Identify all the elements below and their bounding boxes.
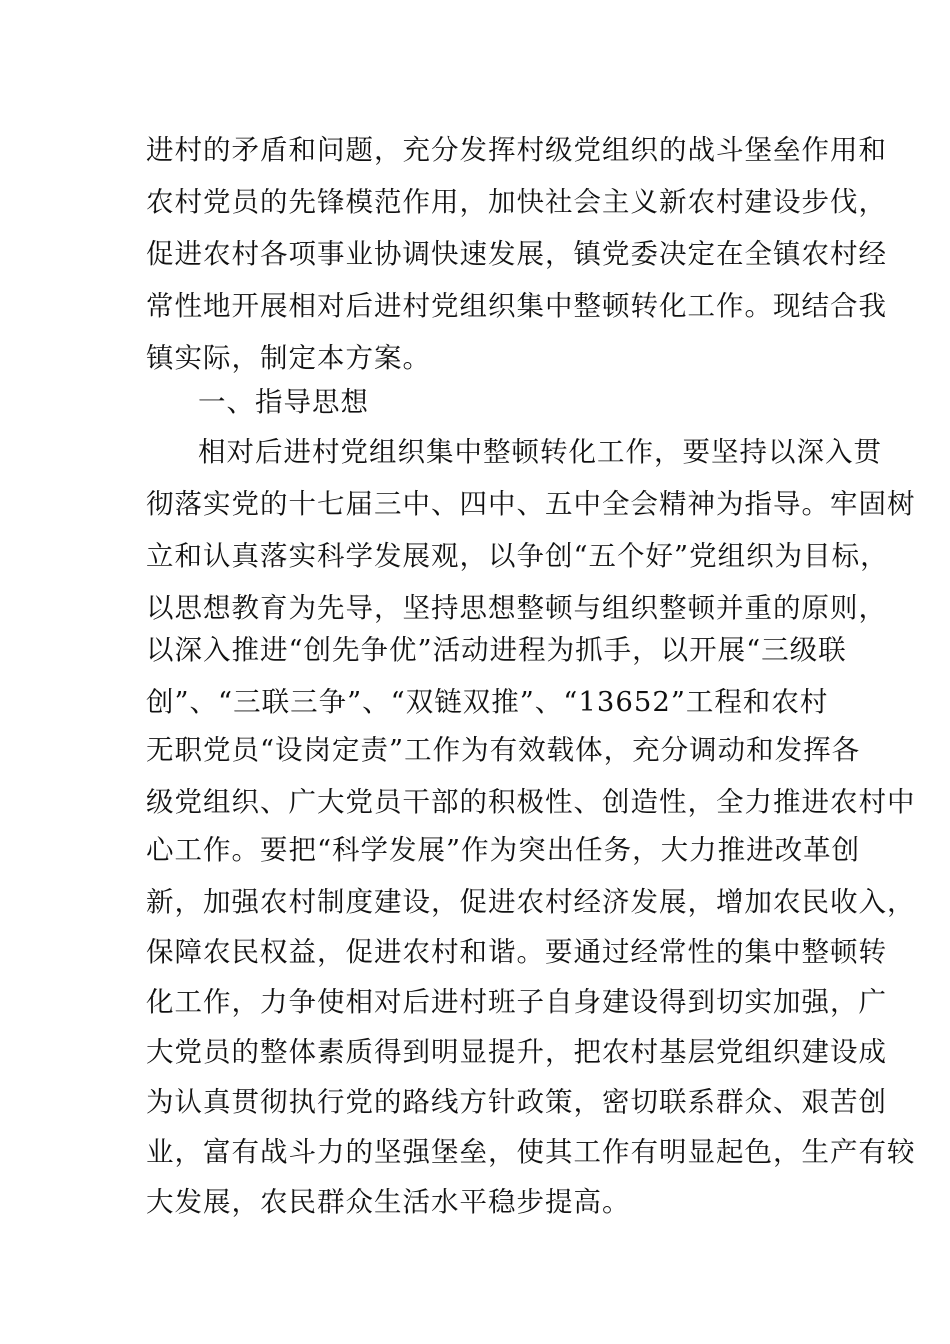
- paragraph-line: 创”、“三联三争”、“双链双推”、“13652”工程和农村: [146, 686, 829, 718]
- paragraph-line: 促进农村各项事业协调快速发展，镇党委决定在全镇农村经: [146, 238, 887, 270]
- paragraph-line: 镇实际，制定本方案。: [146, 342, 431, 374]
- paragraph-line: 大党员的整体素质得到明显提升，把农村基层党组织建设成: [146, 1036, 887, 1068]
- paragraph-line: 进村的矛盾和问题，充分发挥村级党组织的战斗堡垒作用和: [146, 134, 887, 166]
- paragraph-line: 新，加强农村制度建设，促进农村经济发展，增加农民收入，: [146, 886, 916, 918]
- paragraph-line: 无职党员“设岗定责”工作为有效载体，充分调动和发挥各: [146, 734, 861, 766]
- paragraph-line: 农村党员的先锋模范作用，加快社会主义新农村建设步伐，: [146, 186, 887, 218]
- paragraph-line: 以深入推进“创先争优”活动进程为抓手，以开展“三级联: [146, 634, 847, 666]
- paragraph-line: 常性地开展相对后进村党组织集中整顿转化工作。现结合我: [146, 290, 887, 322]
- paragraph-line: 级党组织、广大党员干部的积极性、创造性，全力推进农村中: [146, 786, 916, 818]
- paragraph-line: 为认真贯彻执行党的路线方针政策，密切联系群众、艰苦创: [146, 1086, 887, 1118]
- paragraph-line: 化工作，力争使相对后进村班子自身建设得到切实加强，广: [146, 986, 887, 1018]
- paragraph-line: 保障农民权益，促进农村和谐。要通过经常性的集中整顿转: [146, 936, 887, 968]
- paragraph-line: 立和认真落实科学发展观，以争创“五个好”党组织为目标，: [146, 540, 889, 572]
- paragraph-line: 大发展，农民群众生活水平稳步提高。: [146, 1186, 631, 1218]
- section-heading: 一、指导思想: [198, 386, 369, 418]
- paragraph-line: 以思想教育为先导，坚持思想整顿与组织整顿并重的原则，: [146, 592, 887, 624]
- paragraph-line: 心工作。要把“科学发展”作为突出任务，大力推进改革创: [146, 834, 861, 866]
- paragraph-line: 业，富有战斗力的坚强堡垒，使其工作有明显起色，生产有较: [146, 1136, 916, 1168]
- paragraph-line: 相对后进村党组织集中整顿转化工作，要坚持以深入贯: [198, 436, 882, 468]
- paragraph-line: 彻落实党的十七届三中、四中、五中全会精神为指导。牢固树: [146, 488, 916, 520]
